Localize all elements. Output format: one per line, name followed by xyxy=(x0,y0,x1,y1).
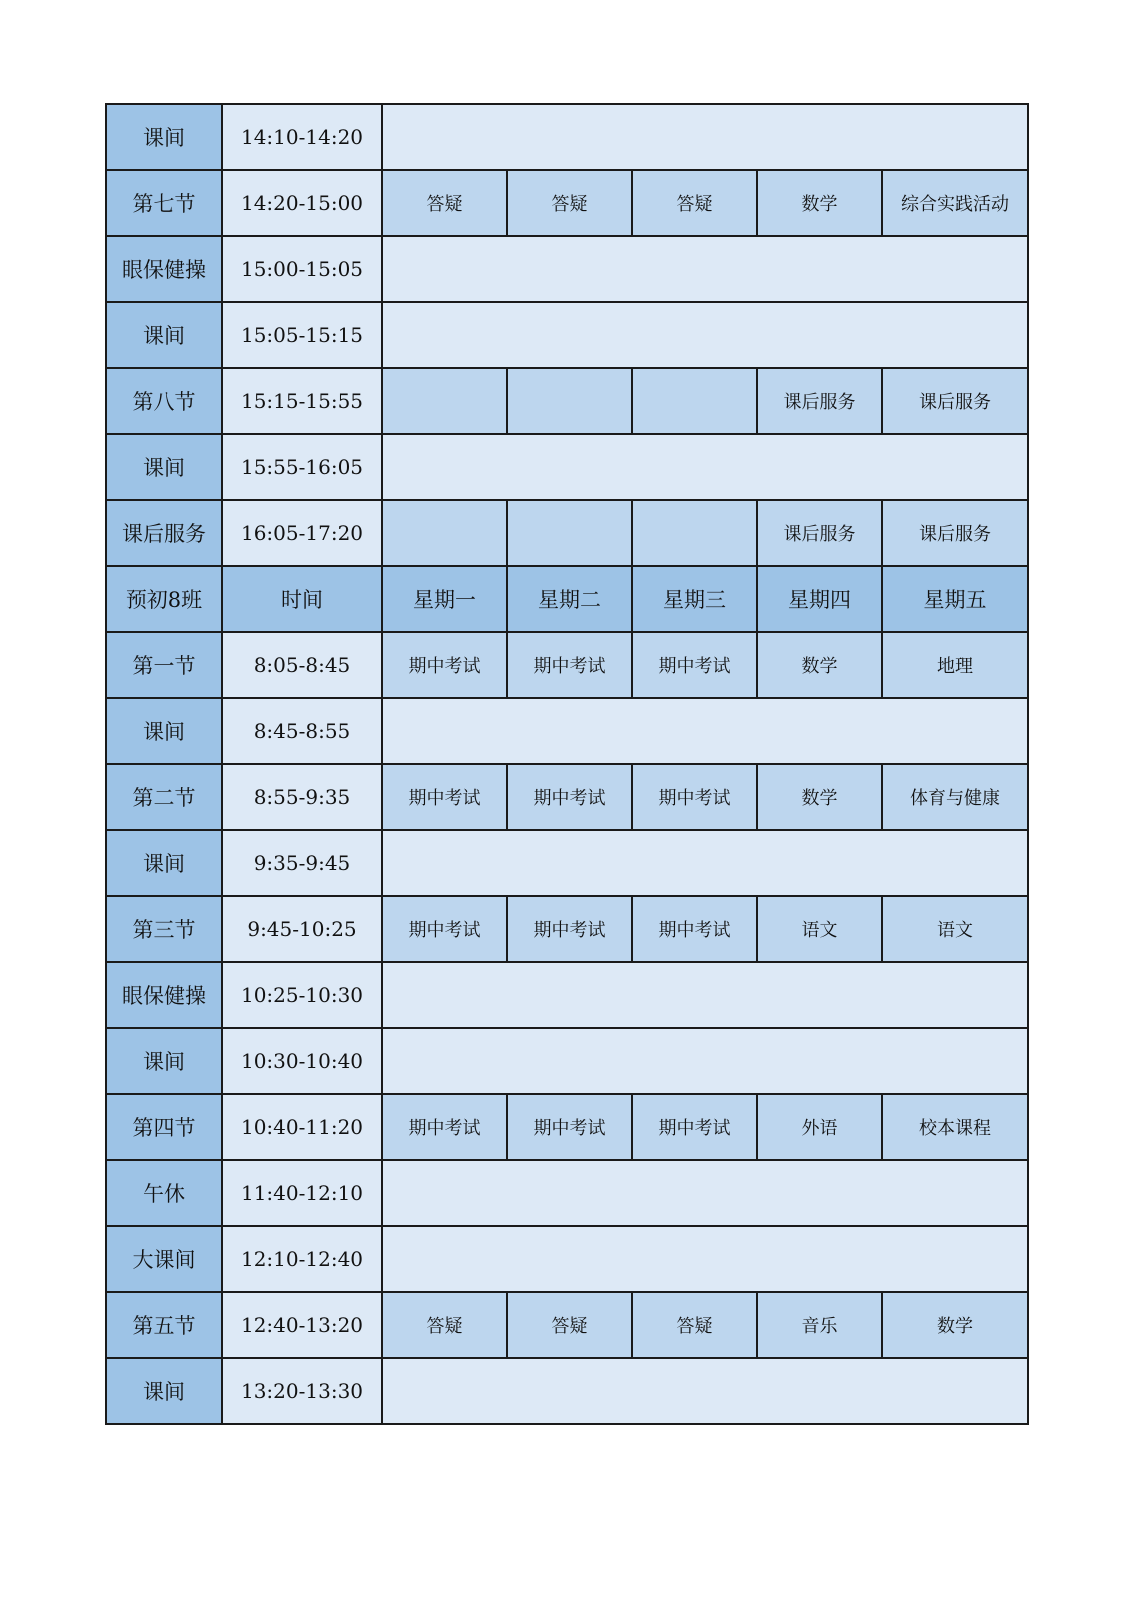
break-row xyxy=(106,1160,1028,1226)
subject-cell xyxy=(632,500,757,566)
break-row xyxy=(106,1028,1028,1094)
subject-cell: 课后服务 xyxy=(757,368,882,434)
subject-cell: 外语 xyxy=(757,1094,882,1160)
time-cell: 13:20-13:30 xyxy=(222,1358,382,1424)
period-label-cell: 课间 xyxy=(106,698,222,764)
subject-cell: 数学 xyxy=(757,170,882,236)
break-span-cell xyxy=(382,104,1028,170)
weekday-header-cell: 星期四 xyxy=(757,566,882,632)
subject-cell: 语文 xyxy=(882,896,1028,962)
subject-cell: 期中考试 xyxy=(507,1094,632,1160)
subject-cell: 期中考试 xyxy=(632,896,757,962)
break-span-cell xyxy=(382,236,1028,302)
period-label-cell: 大课间 xyxy=(106,1226,222,1292)
period-label-cell: 课间 xyxy=(106,830,222,896)
period-row xyxy=(106,500,1028,566)
time-cell: 9:35-9:45 xyxy=(222,830,382,896)
timetable-body xyxy=(106,104,1028,1424)
time-cell: 15:15-15:55 xyxy=(222,368,382,434)
subject-cell: 期中考试 xyxy=(632,1094,757,1160)
period-label-cell: 课间 xyxy=(106,434,222,500)
break-span-cell xyxy=(382,698,1028,764)
period-row xyxy=(106,896,1028,962)
period-label-cell: 课间 xyxy=(106,302,222,368)
time-cell: 16:05-17:20 xyxy=(222,500,382,566)
header-row xyxy=(106,566,1028,632)
time-cell: 8:05-8:45 xyxy=(222,632,382,698)
break-span-cell xyxy=(382,434,1028,500)
subject-cell: 期中考试 xyxy=(382,764,507,830)
subject-cell: 答疑 xyxy=(382,170,507,236)
time-cell: 10:40-11:20 xyxy=(222,1094,382,1160)
period-label-cell: 课后服务 xyxy=(106,500,222,566)
break-span-cell xyxy=(382,1358,1028,1424)
period-label-cell: 第七节 xyxy=(106,170,222,236)
period-row xyxy=(106,764,1028,830)
subject-cell xyxy=(382,500,507,566)
period-label-cell: 眼保健操 xyxy=(106,962,222,1028)
subject-cell: 期中考试 xyxy=(632,632,757,698)
period-row xyxy=(106,368,1028,434)
time-cell: 12:40-13:20 xyxy=(222,1292,382,1358)
subject-cell: 课后服务 xyxy=(757,500,882,566)
time-cell: 8:55-9:35 xyxy=(222,764,382,830)
period-label-cell: 课间 xyxy=(106,1028,222,1094)
break-row xyxy=(106,104,1028,170)
weekday-header-cell: 星期一 xyxy=(382,566,507,632)
timetable xyxy=(105,103,1029,1425)
time-cell: 11:40-12:10 xyxy=(222,1160,382,1226)
break-span-cell xyxy=(382,830,1028,896)
subject-cell: 地理 xyxy=(882,632,1028,698)
subject-cell: 语文 xyxy=(757,896,882,962)
break-row xyxy=(106,1358,1028,1424)
period-label-cell: 第八节 xyxy=(106,368,222,434)
period-label-cell: 课间 xyxy=(106,1358,222,1424)
subject-cell: 数学 xyxy=(882,1292,1028,1358)
subject-cell: 答疑 xyxy=(507,170,632,236)
time-cell: 10:30-10:40 xyxy=(222,1028,382,1094)
break-row xyxy=(106,434,1028,500)
subject-cell: 数学 xyxy=(757,764,882,830)
break-span-cell xyxy=(382,962,1028,1028)
subject-cell: 期中考试 xyxy=(382,896,507,962)
break-row xyxy=(106,302,1028,368)
break-row xyxy=(106,830,1028,896)
subject-cell: 课后服务 xyxy=(882,368,1028,434)
period-row xyxy=(106,632,1028,698)
subject-cell: 期中考试 xyxy=(382,1094,507,1160)
period-row xyxy=(106,1094,1028,1160)
subject-cell xyxy=(507,500,632,566)
time-cell: 15:55-16:05 xyxy=(222,434,382,500)
class-name-cell: 预初8班 xyxy=(106,566,222,632)
weekday-header-cell: 星期二 xyxy=(507,566,632,632)
period-label-cell: 午休 xyxy=(106,1160,222,1226)
time-cell: 15:05-15:15 xyxy=(222,302,382,368)
break-row xyxy=(106,236,1028,302)
period-label-cell: 眼保健操 xyxy=(106,236,222,302)
period-row xyxy=(106,1292,1028,1358)
subject-cell: 答疑 xyxy=(632,170,757,236)
subject-cell: 体育与健康 xyxy=(882,764,1028,830)
break-row xyxy=(106,962,1028,1028)
time-cell: 10:25-10:30 xyxy=(222,962,382,1028)
subject-cell: 音乐 xyxy=(757,1292,882,1358)
time-cell: 9:45-10:25 xyxy=(222,896,382,962)
break-span-cell xyxy=(382,1160,1028,1226)
break-row xyxy=(106,698,1028,764)
subject-cell xyxy=(632,368,757,434)
subject-cell xyxy=(507,368,632,434)
period-label-cell: 第三节 xyxy=(106,896,222,962)
period-label-cell: 第二节 xyxy=(106,764,222,830)
subject-cell: 期中考试 xyxy=(632,764,757,830)
subject-cell: 期中考试 xyxy=(507,632,632,698)
subject-cell: 校本课程 xyxy=(882,1094,1028,1160)
subject-cell: 期中考试 xyxy=(382,632,507,698)
subject-cell: 期中考试 xyxy=(507,764,632,830)
period-row xyxy=(106,170,1028,236)
subject-cell: 答疑 xyxy=(507,1292,632,1358)
time-cell: 12:10-12:40 xyxy=(222,1226,382,1292)
subject-cell xyxy=(382,368,507,434)
subject-cell: 期中考试 xyxy=(507,896,632,962)
break-span-cell xyxy=(382,302,1028,368)
time-cell: 15:00-15:05 xyxy=(222,236,382,302)
break-span-cell xyxy=(382,1226,1028,1292)
subject-cell: 综合实践活动 xyxy=(882,170,1028,236)
subject-cell: 数学 xyxy=(757,632,882,698)
period-label-cell: 第一节 xyxy=(106,632,222,698)
subject-cell: 课后服务 xyxy=(882,500,1028,566)
weekday-header-cell: 星期五 xyxy=(882,566,1028,632)
break-span-cell xyxy=(382,1028,1028,1094)
subject-cell: 答疑 xyxy=(632,1292,757,1358)
break-row xyxy=(106,1226,1028,1292)
time-cell: 14:20-15:00 xyxy=(222,170,382,236)
time-header-cell: 时间 xyxy=(222,566,382,632)
period-label-cell: 第五节 xyxy=(106,1292,222,1358)
weekday-header-cell: 星期三 xyxy=(632,566,757,632)
period-label-cell: 课间 xyxy=(106,104,222,170)
subject-cell: 答疑 xyxy=(382,1292,507,1358)
period-label-cell: 第四节 xyxy=(106,1094,222,1160)
time-cell: 8:45-8:55 xyxy=(222,698,382,764)
time-cell: 14:10-14:20 xyxy=(222,104,382,170)
